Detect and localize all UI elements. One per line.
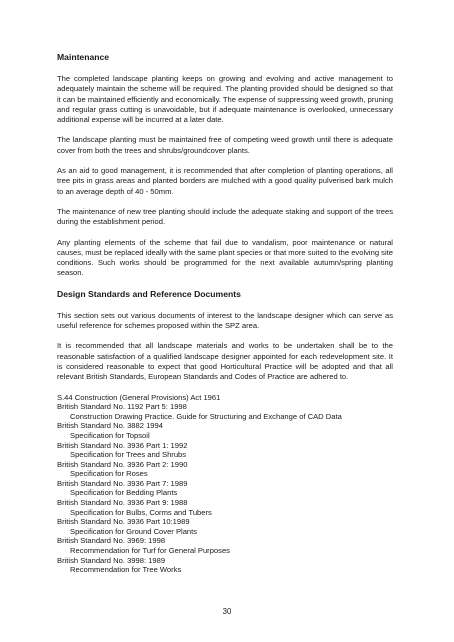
- reference-item: [57, 517, 393, 536]
- reference-description: Construction Drawing Practice. Guide for Structuring and Exchange of CAD Data: [70, 411, 342, 421]
- design-standards-paragraph-1: This section sets out various documents of interest to the landscape designer which can serve as useful reference for schemes proposed within the SPZ area.: [57, 310, 393, 331]
- reference-title: British Standard No. 1192 Part 5: 1998: [57, 402, 187, 412]
- reference-description: Specification for Bulbs, Corms and Tubers: [70, 507, 212, 517]
- reference-description: Specification for Topsoil: [70, 430, 150, 440]
- design-standards-paragraph-2: It is recommended that all landscape materials and works to be undertaken shall be to the reasonable satisfaction of a qualified landscape designer appointed for each redevelopment site. It is considered reasonable to expect that good Horticultural Practice will be adopted and that all relevant British Standards, European Standards and Codes of Practice are adhered to.: [57, 341, 393, 382]
- reference-title: British Standard No. 3936 Part 7: 1989: [57, 478, 188, 488]
- reference-title: British Standard No. 3936 Part 1: 1992: [57, 440, 188, 450]
- reference-description: Specification for Roses: [70, 469, 148, 479]
- maintenance-paragraph-5: Any planting elements of the scheme that fail due to vandalism, poor maintenance or natural causes, must be replaced ideally with the same plant species or that more suited to the evolving site conditions. Such works should be programmed for the next available autumn/spring planting season.: [57, 237, 393, 278]
- reference-item: [57, 556, 393, 575]
- reference-description: Recommendation for Turf for General Purposes: [70, 546, 230, 556]
- page-number: 30: [222, 607, 232, 616]
- reference-title: British Standard No. 3882 1994: [57, 421, 163, 431]
- maintenance-paragraph-4: The maintenance of new tree planting should include the adequate staking and support of the trees during the establishment period.: [57, 206, 393, 227]
- design-standards-heading: Design Standards and Reference Documents: [57, 288, 241, 299]
- reference-title: S.44 Construction (General Provisions) Act 1961: [57, 392, 221, 402]
- maintenance-paragraph-3: As an aid to good management, it is recommended that after completion of planting operations, all tree pits in grass areas and planted borders are mulched with a good quality pulverised bark mulch to an average depth of 40 - 50mm.: [57, 166, 393, 196]
- reference-title: British Standard No. 3969: 1998: [57, 536, 166, 546]
- reference-item: [57, 498, 393, 517]
- reference-description: Specification for Trees and Shrubs: [70, 450, 187, 460]
- reference-description: Recommendation for Tree Works: [70, 565, 182, 575]
- reference-description: Specification for Bedding Plants: [70, 488, 178, 498]
- reference-item: [57, 402, 393, 421]
- reference-title: British Standard No. 3936 Part 10:1989: [57, 517, 190, 527]
- reference-item: [57, 421, 393, 440]
- reference-item: [57, 460, 393, 479]
- reference-title: British Standard No. 3936 Part 9: 1988: [57, 498, 188, 508]
- maintenance-paragraph-1: The completed landscape planting keeps on growing and evolving and active management to adequately maintain the scheme will be required. The planting provided should be designed so that it can be maintained efficiently and economically. The expense of suppressing weed growth, pruning and regular grass cutting is unavoidable, but if adequate maintenance is overlooked, unnecessary additional expense will be incurred at a later date.: [57, 74, 394, 125]
- document-page: [57, 52, 393, 575]
- maintenance-heading: Maintenance: [57, 52, 110, 62]
- reference-list: [57, 393, 393, 575]
- reference-title: British Standard No. 3998: 1989: [57, 555, 166, 565]
- reference-item: [57, 441, 393, 460]
- reference-item: [57, 479, 393, 498]
- reference-item: [57, 393, 393, 403]
- maintenance-paragraph-2: The landscape planting must be maintained free of competing weed growth until there is adequate cover from both the trees and shrubs/groundcover plants.: [57, 135, 393, 155]
- reference-title: British Standard No. 3936 Part 2: 1990: [57, 459, 188, 469]
- reference-description: Specification for Ground Cover Plants: [70, 526, 198, 536]
- reference-item: [57, 536, 393, 555]
